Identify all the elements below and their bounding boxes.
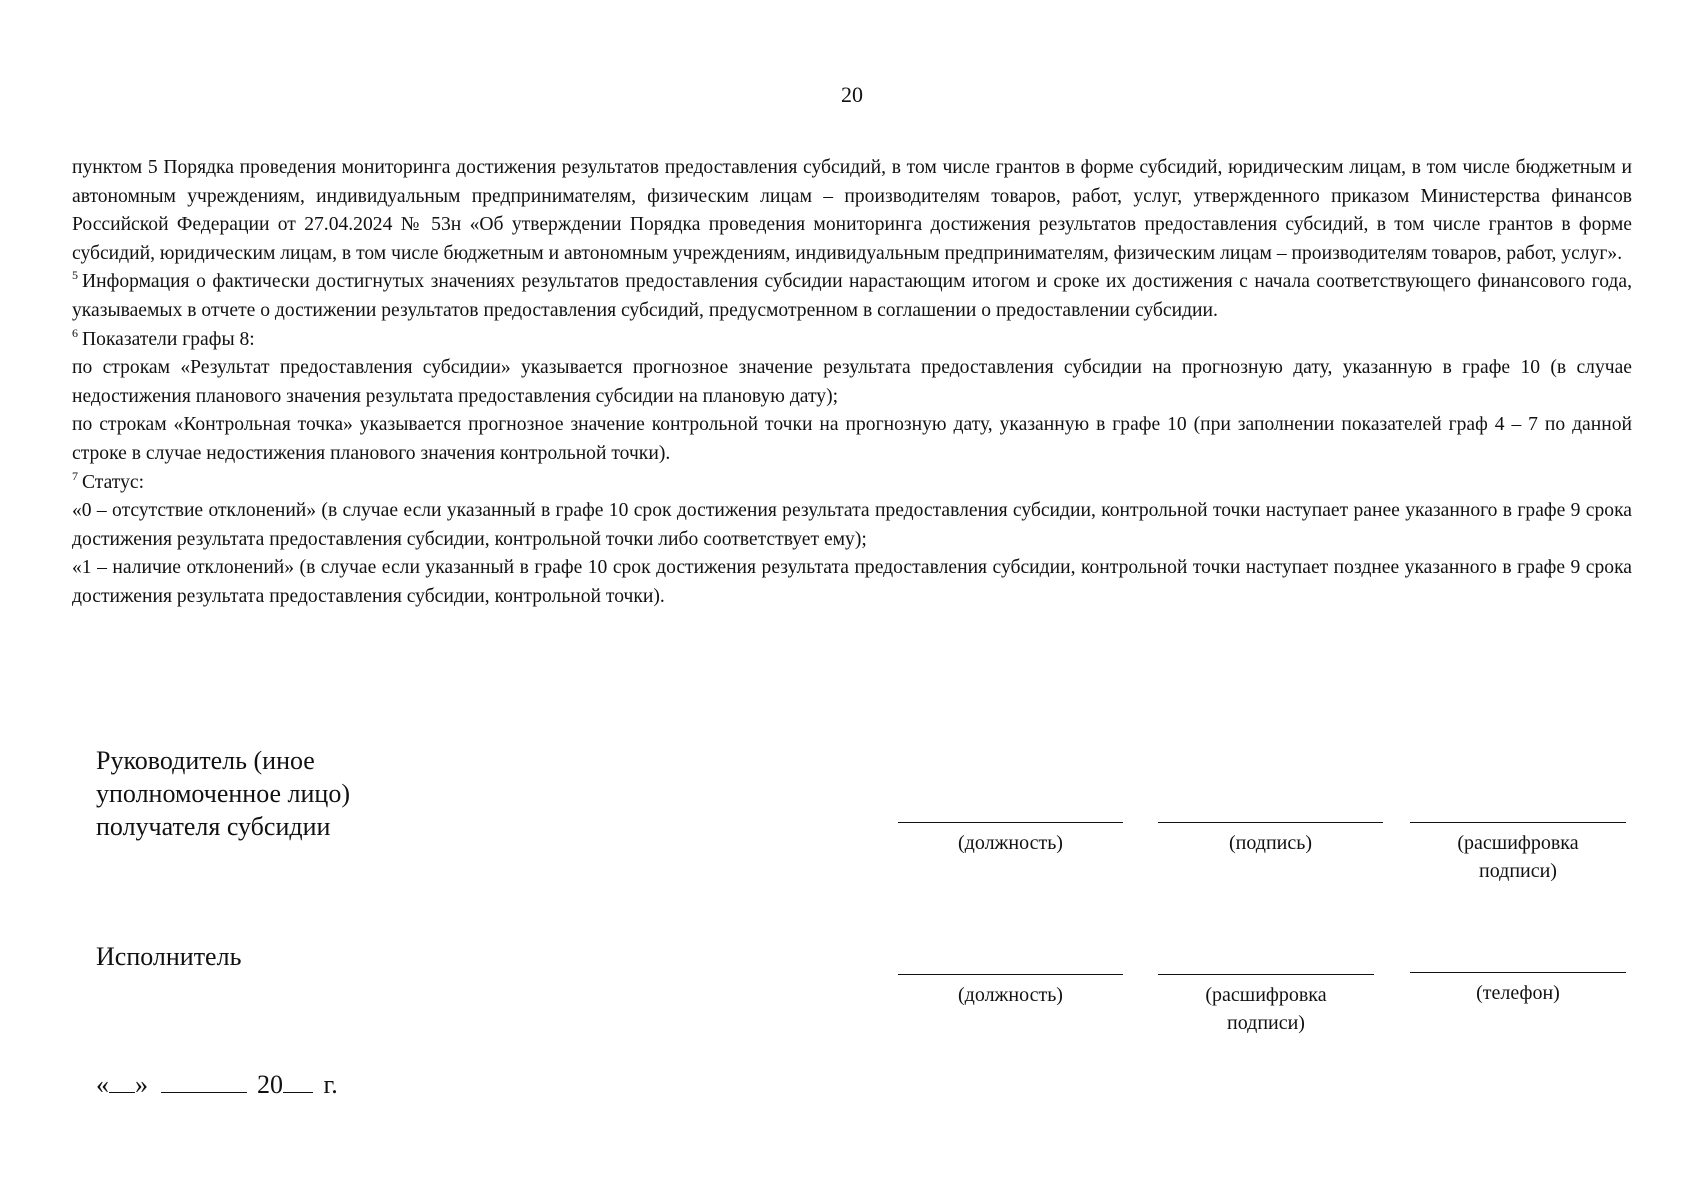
footnote-6-text: Показатели графы 8: — [82, 328, 255, 350]
page-number: 20 — [841, 82, 863, 107]
day-blank[interactable] — [109, 1070, 135, 1093]
executor-label-text: Исполнитель — [96, 942, 242, 971]
paragraph-status-0 — [72, 497, 1632, 554]
paragraph-status-1 — [72, 554, 1632, 611]
footnote-7-text: Статус: — [82, 471, 145, 493]
footnote-5-marker: 5 — [72, 268, 78, 283]
footnote-5 — [72, 268, 1632, 325]
executor-name-caption: (расшифровка подписи) — [1205, 984, 1327, 1034]
document-body — [72, 154, 1632, 612]
head-label-line-2: уполномоченное лицо) — [96, 779, 351, 808]
footnote-7-marker: 7 — [72, 468, 78, 483]
footnote-6-marker: 6 — [72, 325, 78, 340]
date-line — [96, 1070, 338, 1100]
executor-phone-field[interactable] — [1410, 972, 1626, 1007]
head-signature-caption: (подпись) — [1228, 832, 1313, 854]
head-name-field[interactable] — [1410, 822, 1626, 885]
executor-position-field[interactable] — [898, 974, 1123, 1009]
paragraph-checkpoint-rows — [72, 411, 1632, 468]
executor-position-caption: (должность) — [958, 984, 1063, 1006]
paragraph-result-rows-text: по строкам «Результат предоставления субсидии» указывается прогнозное значение результата предоставления субсидии на прогнозную дату, указанную в графе 10 (в случае недостижения планового значения результата предоставления субсидии на плановую дату); — [72, 357, 1632, 407]
executor-position-line — [898, 974, 1123, 975]
executor-phone-line — [1410, 972, 1626, 973]
head-name-line — [1410, 822, 1626, 823]
paragraph-status-0-text: «0 – отсутствие отклонений» (в случае если указанный в графе 10 срок достижения результата предоставления субсидии, контрольной точки наступает ранее указанного в графе 9 срока достижения результата предоставления субсидии, контрольной точки либо соответствует ему); — [72, 500, 1632, 550]
footnote-6 — [72, 326, 1632, 355]
executor-phone-caption: (телефон) — [1476, 982, 1560, 1004]
date-close-quote: » — [135, 1070, 148, 1099]
paragraph-1-text: пунктом 5 Порядка проведения мониторинга достижения результатов предоставления субсидий, в том числе грантов в форме субсидий, юридическим лицам, в том числе бюджетным и автономным учреждениям, индивидуальным предпринимателям, физическим лицам – производителям товаров, работ, услуг, утвержденного приказом Министерства финансов Российской Федерации от 27.04.2024 № 53н «Об утверждении Порядка проведения мониторинга достижения результатов предоставления субсидий, в том числе грантов в форме субсидий, юридическим лицам, в том числе бюджетным и автономным учреждениям, индивидуальным предпринимателям, физическим лицам – производителям товаров, работ, услуг». — [72, 157, 1632, 264]
footnote-5-text: Информация о фактически достигнутых значениях результатов предоставления субсидии нарастающим итогом и сроке их достижения с начала соответствующего финансового года, указываемых в отчете о достижении результатов предоставления субсидий, предусмотренном в соглашении о предоставлении субсидии. — [72, 271, 1632, 321]
paragraph-checkpoint-rows-text: по строкам «Контрольная точка» указывается прогнозное значение контрольной точки на прогнозную дату, указанную в графе 10 (при заполнении показателей граф 4 – 7 по данной строке в случае недостижения планового значения контрольной точки). — [72, 414, 1632, 464]
head-position-field[interactable] — [898, 822, 1123, 857]
head-signature-line — [1158, 822, 1383, 823]
head-label-line-3: получателя субсидии — [96, 812, 331, 841]
head-position-line — [898, 822, 1123, 823]
head-signatory-label — [96, 744, 350, 843]
head-label-line-1: Руководитель (иное — [96, 746, 315, 775]
executor-label — [96, 940, 241, 973]
footnote-7 — [72, 469, 1632, 498]
paragraph-status-1-text: «1 – наличие отклонений» (в случае если указанный в графе 10 срок достижения результата предоставления субсидии, контрольной точки наступает позднее указанного в графе 9 срока достижения результата предоставления субсидии, контрольной точки). — [72, 557, 1632, 607]
year-blank[interactable] — [283, 1070, 313, 1093]
head-position-caption: (должность) — [958, 832, 1063, 854]
executor-name-field[interactable] — [1158, 974, 1374, 1037]
month-blank[interactable] — [161, 1070, 247, 1093]
paragraph-1 — [72, 154, 1632, 268]
head-signature-field[interactable] — [1158, 822, 1383, 857]
head-name-caption: (расшифровка подписи) — [1457, 832, 1579, 882]
paragraph-result-rows — [72, 354, 1632, 411]
executor-name-line — [1158, 974, 1374, 975]
date-year-suffix: г. — [323, 1070, 338, 1099]
date-century: 20 — [257, 1070, 283, 1099]
date-open-quote: « — [96, 1070, 109, 1099]
